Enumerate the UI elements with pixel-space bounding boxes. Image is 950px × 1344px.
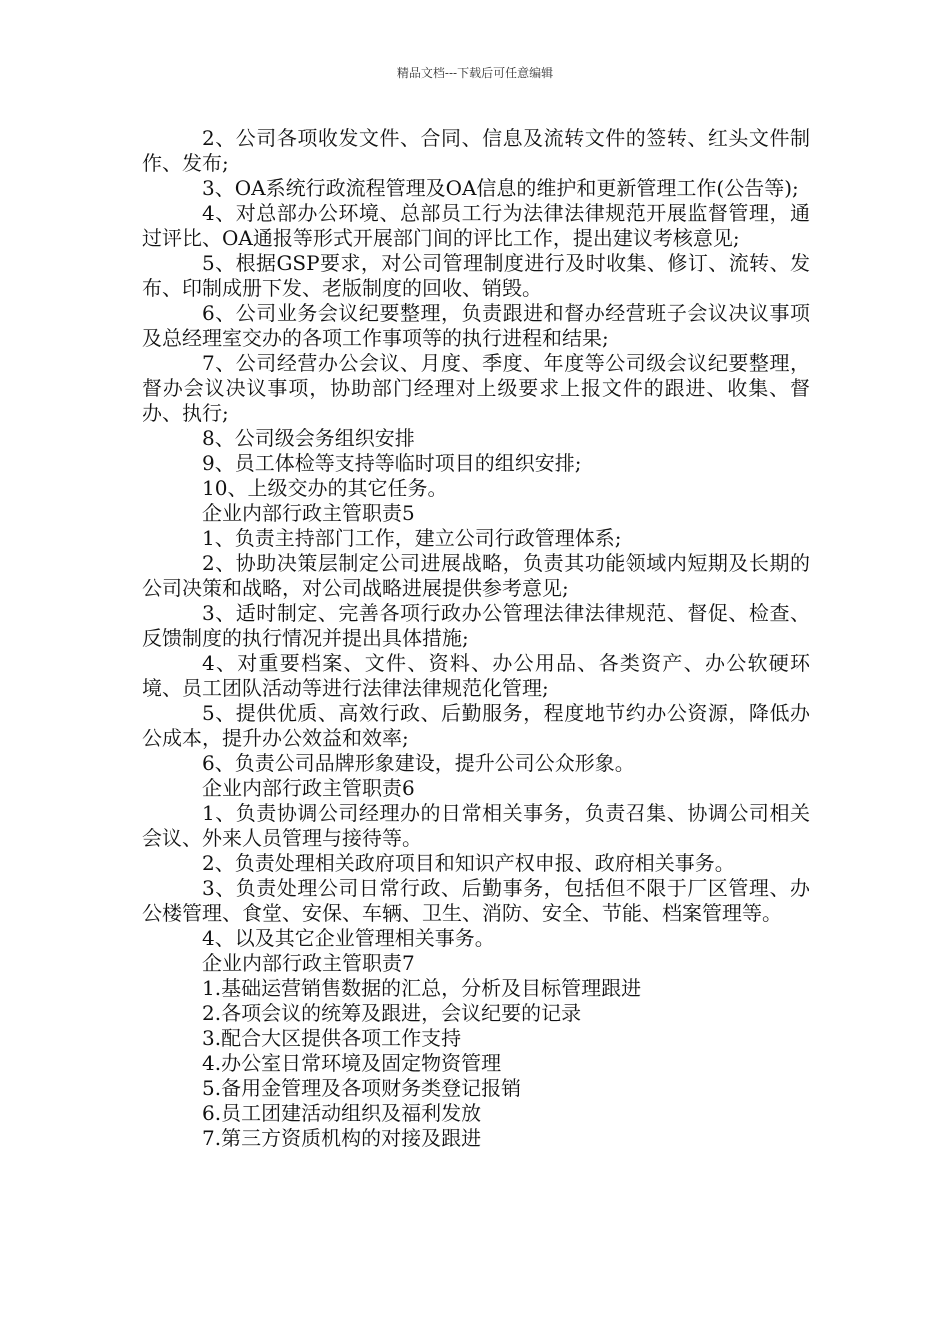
paragraph: 4、以及其它企业管理相关事务。: [202, 926, 495, 950]
paragraph: 1、负责主持部门工作，建立公司行政管理体系;: [202, 526, 622, 550]
paragraph: 3、OA系统行政流程管理及OA信息的维护和更新管理工作(公告等);: [202, 176, 799, 200]
paragraph: 1.基础运营销售数据的汇总，分析及目标管理跟进: [202, 976, 642, 1000]
page-header: 精品文档---下载后可任意编辑: [396, 66, 554, 80]
paragraph: 5、提供优质、高效行政、后勤服务，程度地节约办公资源，降低办公成本，提升办公效益和效率;: [142, 701, 810, 750]
paragraph: 6、公司业务会议纪要整理，负责跟进和督办经营班子会议决议事项及总经理室交办的各项工作事项等的执行进程和结果;: [142, 301, 810, 350]
paragraph: 6.员工团建活动组织及福利发放: [202, 1101, 482, 1125]
paragraph: 5、根据GSP要求，对公司管理制度进行及时收集、修订、流转、发布、印制成册下发、老版制度的回收、销毁。: [142, 251, 810, 300]
paragraph: 9、员工体检等支持等临时项目的组织安排;: [202, 451, 582, 475]
paragraph: 6、负责公司品牌形象建设，提升公司公众形象。: [202, 751, 635, 775]
paragraph: 7、公司经营办公会议、月度、季度、年度等公司级会议纪要整理，督办会议决议事项，协助部门经理对上级要求上报文件的跟进、收集、督办、执行;: [142, 351, 810, 425]
paragraph: 8、公司级会务组织安排: [202, 426, 415, 450]
paragraph: 4、对重要档案、文件、资料、办公用品、各类资产、办公软硬环境、员工团队活动等进行法律法律规范化管理;: [142, 651, 810, 700]
paragraph: 2、负责处理相关政府项目和知识产权申报、政府相关事务。: [202, 851, 735, 875]
paragraph: 2、协助决策层制定公司进展战略，负责其功能领域内短期及长期的公司决策和战略，对公司战略进展提供参考意见;: [142, 551, 810, 600]
section-heading: 企业内部行政主管职责5: [202, 501, 415, 525]
paragraph: 10、上级交办的其它任务。: [202, 476, 448, 500]
paragraph: 1、负责协调公司经理办的日常相关事务，负责召集、协调公司相关会议、外来人员管理与接待等。: [142, 801, 810, 850]
paragraph: 4、对总部办公环境、总部员工行为法律法律规范开展监督管理，通过评比、OA通报等形式开展部门间的评比工作，提出建议考核意见;: [142, 201, 810, 250]
paragraph: 4.办公室日常环境及固定物资管理: [202, 1051, 502, 1075]
section-heading: 企业内部行政主管职责6: [202, 776, 415, 800]
paragraph: 7.第三方资质机构的对接及跟进: [202, 1126, 482, 1150]
paragraph: 2、公司各项收发文件、合同、信息及流转文件的签转、红头文件制作、发布;: [142, 126, 810, 175]
paragraph: 3.配合大区提供各项工作支持: [202, 1026, 462, 1050]
paragraph: 5.备用金管理及各项财务类登记报销: [202, 1076, 522, 1100]
paragraph: 3、适时制定、完善各项行政办公管理法律法律规范、督促、检查、反馈制度的执行情况并提出具体措施;: [142, 601, 810, 650]
paragraph: 3、负责处理公司日常行政、后勤事务，包括但不限于厂区管理、办公楼管理、食堂、安保、车辆、卫生、消防、安全、节能、档案管理等。: [142, 876, 810, 925]
paragraph: 2.各项会议的统筹及跟进，会议纪要的记录: [202, 1001, 582, 1025]
section-heading: 企业内部行政主管职责7: [202, 951, 415, 975]
document-body: [142, 126, 810, 1151]
